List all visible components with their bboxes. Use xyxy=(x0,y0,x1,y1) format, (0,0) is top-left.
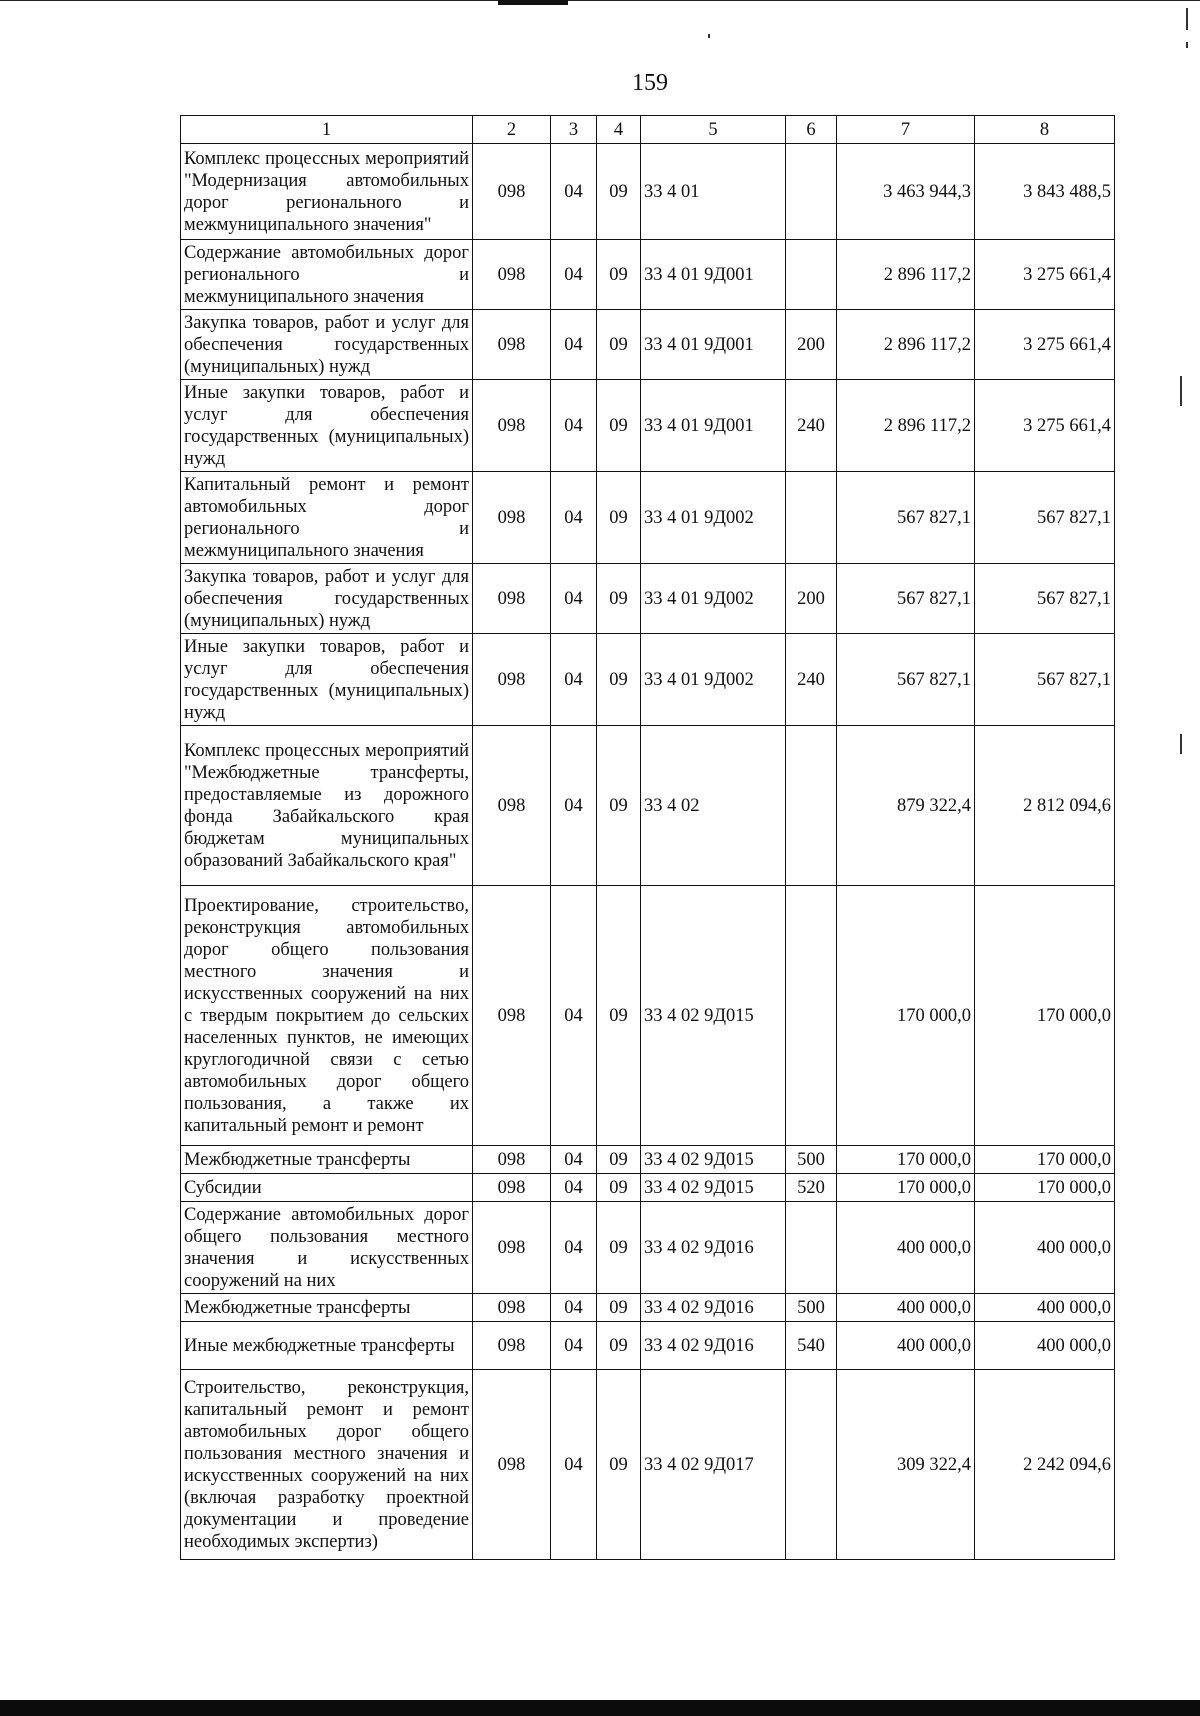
subsection-cell: 09 xyxy=(597,472,641,564)
amount-2024-cell: 879 322,4 xyxy=(837,726,975,886)
target-article-cell: 33 4 01 9Д001 xyxy=(641,380,786,472)
table-row xyxy=(181,1202,1115,1294)
row-name-cell: Межбюджетные трансферты xyxy=(181,1146,473,1174)
target-article-cell: 33 4 02 9Д016 xyxy=(641,1294,786,1322)
target-article-cell: 33 4 01 9Д002 xyxy=(641,472,786,564)
amount-2024-cell: 309 322,4 xyxy=(837,1370,975,1560)
subsection-cell: 09 xyxy=(597,310,641,380)
ministry-code-cell: 098 xyxy=(473,1146,551,1174)
amount-2024-cell: 170 000,0 xyxy=(837,886,975,1146)
expense-type-cell xyxy=(786,144,837,240)
expense-type-cell xyxy=(786,1370,837,1560)
section-cell: 04 xyxy=(551,1202,597,1294)
target-article-cell: 33 4 01 9Д001 xyxy=(641,310,786,380)
row-name-cell: Комплекс процессных мероприятий "Межбюджетные трансферты, предоставляемые из дорожного фонда Забайкальского края бюджетам муниципальных образований Забайкальского края" xyxy=(181,726,473,886)
row-name-cell: Закупка товаров, работ и услуг для обеспечения государственных (муниципальных) нужд xyxy=(181,564,473,634)
section-cell: 04 xyxy=(551,472,597,564)
section-cell: 04 xyxy=(551,1174,597,1202)
subsection-cell: 09 xyxy=(597,634,641,726)
row-name-cell: Иные межбюджетные трансферты xyxy=(181,1322,473,1370)
expense-type-cell: 520 xyxy=(786,1174,837,1202)
section-cell: 04 xyxy=(551,240,597,310)
amount-2024-cell: 567 827,1 xyxy=(837,564,975,634)
table-row xyxy=(181,472,1115,564)
table-row xyxy=(181,1322,1115,1370)
target-article-cell: 33 4 02 9Д016 xyxy=(641,1322,786,1370)
subsection-cell: 09 xyxy=(597,144,641,240)
amount-2025-cell: 400 000,0 xyxy=(975,1294,1115,1322)
expense-type-cell xyxy=(786,1202,837,1294)
subsection-cell: 09 xyxy=(597,1294,641,1322)
row-name-cell: Межбюджетные трансферты xyxy=(181,1294,473,1322)
section-cell: 04 xyxy=(551,310,597,380)
column-header: 6 xyxy=(786,116,837,144)
amount-2025-cell: 170 000,0 xyxy=(975,1174,1115,1202)
amount-2025-cell: 170 000,0 xyxy=(975,1146,1115,1174)
table-row xyxy=(181,144,1115,240)
subsection-cell: 09 xyxy=(597,240,641,310)
column-header: 8 xyxy=(975,116,1115,144)
section-cell: 04 xyxy=(551,634,597,726)
subsection-cell: 09 xyxy=(597,380,641,472)
amount-2024-cell: 400 000,0 xyxy=(837,1322,975,1370)
amount-2024-cell: 400 000,0 xyxy=(837,1202,975,1294)
ministry-code-cell: 098 xyxy=(473,240,551,310)
section-cell: 04 xyxy=(551,1146,597,1174)
amount-2024-cell: 2 896 117,2 xyxy=(837,380,975,472)
expense-type-cell xyxy=(786,472,837,564)
table-row xyxy=(181,726,1115,886)
table-body xyxy=(181,116,1115,1560)
column-header: 3 xyxy=(551,116,597,144)
section-cell: 04 xyxy=(551,564,597,634)
column-header: 5 xyxy=(641,116,786,144)
target-article-cell: 33 4 02 xyxy=(641,726,786,886)
row-name-cell: Иные закупки товаров, работ и услуг для обеспечения государственных (муниципальных) нужд xyxy=(181,380,473,472)
expense-type-cell xyxy=(786,726,837,886)
expense-type-cell: 200 xyxy=(786,564,837,634)
table-row xyxy=(181,634,1115,726)
target-article-cell: 33 4 02 9Д017 xyxy=(641,1370,786,1560)
section-cell: 04 xyxy=(551,1294,597,1322)
table-row xyxy=(181,310,1115,380)
scan-artifact xyxy=(708,34,710,38)
target-article-cell: 33 4 01 9Д002 xyxy=(641,564,786,634)
amount-2025-cell: 567 827,1 xyxy=(975,634,1115,726)
expense-type-cell: 240 xyxy=(786,634,837,726)
expense-type-cell: 240 xyxy=(786,380,837,472)
amount-2025-cell: 3 843 488,5 xyxy=(975,144,1115,240)
target-article-cell: 33 4 02 9Д016 xyxy=(641,1202,786,1294)
target-article-cell: 33 4 02 9Д015 xyxy=(641,886,786,1146)
ministry-code-cell: 098 xyxy=(473,1174,551,1202)
expense-type-cell xyxy=(786,886,837,1146)
amount-2025-cell: 2 812 094,6 xyxy=(975,726,1115,886)
scan-artifact xyxy=(1186,8,1188,30)
row-name-cell: Комплекс процессных мероприятий "Модернизация автомобильных дорог регионального и межмуниципального значения" xyxy=(181,144,473,240)
subsection-cell: 09 xyxy=(597,886,641,1146)
target-article-cell: 33 4 02 9Д015 xyxy=(641,1174,786,1202)
target-article-cell: 33 4 01 9Д002 xyxy=(641,634,786,726)
row-name-cell: Закупка товаров, работ и услуг для обеспечения государственных (муниципальных) нужд xyxy=(181,310,473,380)
amount-2025-cell: 400 000,0 xyxy=(975,1202,1115,1294)
expense-type-cell xyxy=(786,240,837,310)
target-article-cell: 33 4 01 xyxy=(641,144,786,240)
amount-2024-cell: 170 000,0 xyxy=(837,1174,975,1202)
ministry-code-cell: 098 xyxy=(473,310,551,380)
ministry-code-cell: 098 xyxy=(473,380,551,472)
section-cell: 04 xyxy=(551,380,597,472)
row-name-cell: Субсидии xyxy=(181,1174,473,1202)
table-header-row xyxy=(181,116,1115,144)
subsection-cell: 09 xyxy=(597,1146,641,1174)
amount-2024-cell: 2 896 117,2 xyxy=(837,310,975,380)
ministry-code-cell: 098 xyxy=(473,564,551,634)
amount-2025-cell: 170 000,0 xyxy=(975,886,1115,1146)
table-row xyxy=(181,380,1115,472)
table-row xyxy=(181,1174,1115,1202)
expense-type-cell: 500 xyxy=(786,1146,837,1174)
section-cell: 04 xyxy=(551,144,597,240)
amount-2024-cell: 3 463 944,3 xyxy=(837,144,975,240)
column-header: 2 xyxy=(473,116,551,144)
budget-table xyxy=(180,115,1115,1560)
subsection-cell: 09 xyxy=(597,1202,641,1294)
ministry-code-cell: 098 xyxy=(473,1202,551,1294)
column-header: 1 xyxy=(181,116,473,144)
target-article-cell: 33 4 02 9Д015 xyxy=(641,1146,786,1174)
scan-edge-bottom xyxy=(0,1700,1200,1716)
ministry-code-cell: 098 xyxy=(473,1370,551,1560)
row-name-cell: Капитальный ремонт и ремонт автомобильных дорог регионального и межмуниципального значения xyxy=(181,472,473,564)
subsection-cell: 09 xyxy=(597,1174,641,1202)
amount-2025-cell: 3 275 661,4 xyxy=(975,380,1115,472)
subsection-cell: 09 xyxy=(597,726,641,886)
amount-2025-cell: 3 275 661,4 xyxy=(975,240,1115,310)
ministry-code-cell: 098 xyxy=(473,144,551,240)
amount-2024-cell: 2 896 117,2 xyxy=(837,240,975,310)
section-cell: 04 xyxy=(551,1322,597,1370)
scan-artifact xyxy=(1180,376,1182,406)
expense-type-cell: 500 xyxy=(786,1294,837,1322)
section-cell: 04 xyxy=(551,726,597,886)
scan-artifact xyxy=(1180,734,1182,754)
ministry-code-cell: 098 xyxy=(473,726,551,886)
row-name-cell: Содержание автомобильных дорог общего пользования местного значения и искусственных сооружений на них xyxy=(181,1202,473,1294)
ministry-code-cell: 098 xyxy=(473,634,551,726)
table-row xyxy=(181,886,1115,1146)
amount-2024-cell: 567 827,1 xyxy=(837,634,975,726)
ministry-code-cell: 098 xyxy=(473,472,551,564)
ministry-code-cell: 098 xyxy=(473,1322,551,1370)
scan-artifact xyxy=(498,0,568,5)
section-cell: 04 xyxy=(551,1370,597,1560)
scan-artifact xyxy=(1186,42,1188,48)
table-row xyxy=(181,1294,1115,1322)
row-name-cell: Содержание автомобильных дорог регионального и межмуниципального значения xyxy=(181,240,473,310)
section-cell: 04 xyxy=(551,886,597,1146)
amount-2025-cell: 3 275 661,4 xyxy=(975,310,1115,380)
amount-2024-cell: 170 000,0 xyxy=(837,1146,975,1174)
amount-2024-cell: 567 827,1 xyxy=(837,472,975,564)
column-header: 7 xyxy=(837,116,975,144)
expense-type-cell: 540 xyxy=(786,1322,837,1370)
target-article-cell: 33 4 01 9Д001 xyxy=(641,240,786,310)
row-name-cell: Проектирование, строительство, реконструкция автомобильных дорог общего пользования местного значения и искусственных сооружений на них с твердым покрытием до сельских населенных пунктов, не имеющих круглогодичной связи с сетью автомобильных дорог общего пользования, а также их капитальный ремонт и ремонт xyxy=(181,886,473,1146)
table-row xyxy=(181,1146,1115,1174)
amount-2025-cell: 400 000,0 xyxy=(975,1322,1115,1370)
table-row xyxy=(181,240,1115,310)
column-header: 4 xyxy=(597,116,641,144)
table-row xyxy=(181,1370,1115,1560)
page-number: 159 xyxy=(632,70,668,96)
amount-2025-cell: 2 242 094,6 xyxy=(975,1370,1115,1560)
row-name-cell: Строительство, реконструкция, капитальный ремонт и ремонт автомобильных дорог общего пользования местного значения и искусственных сооружений на них (включая разработку проектной документации и проведение необходимых экспертиз) xyxy=(181,1370,473,1560)
amount-2024-cell: 400 000,0 xyxy=(837,1294,975,1322)
amount-2025-cell: 567 827,1 xyxy=(975,472,1115,564)
subsection-cell: 09 xyxy=(597,1322,641,1370)
row-name-cell: Иные закупки товаров, работ и услуг для обеспечения государственных (муниципальных) нужд xyxy=(181,634,473,726)
subsection-cell: 09 xyxy=(597,1370,641,1560)
ministry-code-cell: 098 xyxy=(473,1294,551,1322)
scan-edge-top xyxy=(0,0,1200,1)
subsection-cell: 09 xyxy=(597,564,641,634)
amount-2025-cell: 567 827,1 xyxy=(975,564,1115,634)
ministry-code-cell: 098 xyxy=(473,886,551,1146)
table-row xyxy=(181,564,1115,634)
expense-type-cell: 200 xyxy=(786,310,837,380)
